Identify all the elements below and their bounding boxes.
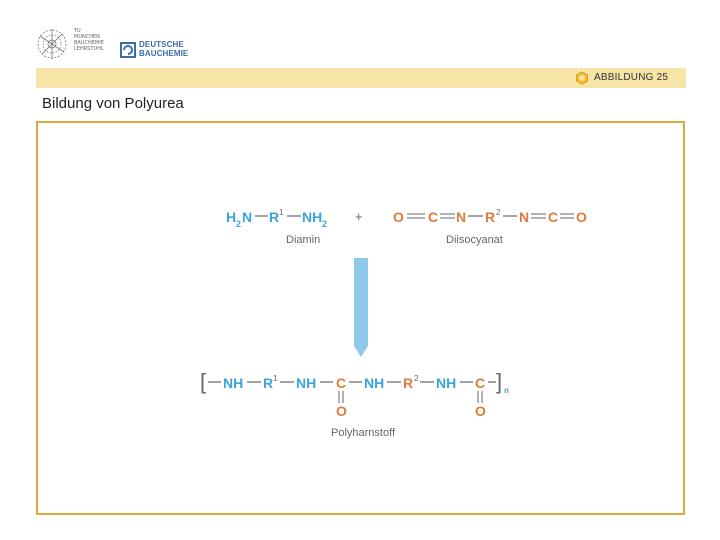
diamine-h: H xyxy=(226,209,237,225)
page-title: Bildung von Polyurea xyxy=(42,95,184,112)
polyurea-label: Polyharnstoff xyxy=(331,427,396,439)
product-c-b: C xyxy=(475,375,486,391)
product-nh-c: NH xyxy=(364,375,385,391)
deutsche-bauchemie-icon xyxy=(120,42,136,58)
iso-o1: O xyxy=(393,209,404,225)
iso-c2: C xyxy=(548,209,559,225)
tu-logo xyxy=(36,24,106,66)
diamine-label: Diamin xyxy=(286,234,321,246)
bracket-close: ] xyxy=(496,369,503,394)
product-c-a: C xyxy=(336,375,347,391)
iso-n1: N xyxy=(456,209,467,225)
figure-number: ABBILDUNG 25 xyxy=(594,72,669,83)
product-nh-d: NH xyxy=(436,375,457,391)
bracket-open: [ xyxy=(200,369,207,394)
db-logo-line1: DEUTSCHE xyxy=(139,40,184,49)
product-r1-sup: 1 xyxy=(273,374,278,383)
iso-c1: C xyxy=(428,209,439,225)
iso-r2-sup: 2 xyxy=(496,208,501,217)
db-logo-line2: BAUCHEMIE xyxy=(139,49,189,58)
product-r2-sup: 2 xyxy=(414,374,419,383)
repeat-n: n xyxy=(504,386,509,395)
diamine-h-sub: 2 xyxy=(236,219,242,229)
deutsche-bauchemie-text xyxy=(139,40,188,58)
product-nh-a: NH xyxy=(223,375,244,391)
diamine-nh: NH xyxy=(302,209,323,225)
diamine-r1-sup: 1 xyxy=(279,208,284,217)
product-o-a: O xyxy=(336,403,347,419)
tu-logo-text: TU MUNCHEN BAUCHEMIE LEHRSTUHL xyxy=(74,28,104,52)
hexagon-icon xyxy=(575,71,589,85)
diamine-n: N xyxy=(242,209,253,225)
product-r2: R xyxy=(403,375,414,391)
plus-sign: + xyxy=(355,209,363,224)
figure-frame xyxy=(36,121,685,515)
product-nh-b: NH xyxy=(296,375,317,391)
iso-n2: N xyxy=(519,209,530,225)
deutsche-bauchemie-logo xyxy=(120,40,200,60)
diamine-r1: R xyxy=(269,209,280,225)
product-r1: R xyxy=(263,375,274,391)
iso-r2: R xyxy=(485,209,496,225)
tu-logo-graphic xyxy=(36,24,72,64)
diisocyanate-label: Diisocyanat xyxy=(446,234,503,246)
diamine-nh-sub: 2 xyxy=(322,219,328,229)
product-o-b: O xyxy=(475,403,486,419)
iso-o2: O xyxy=(576,209,587,225)
